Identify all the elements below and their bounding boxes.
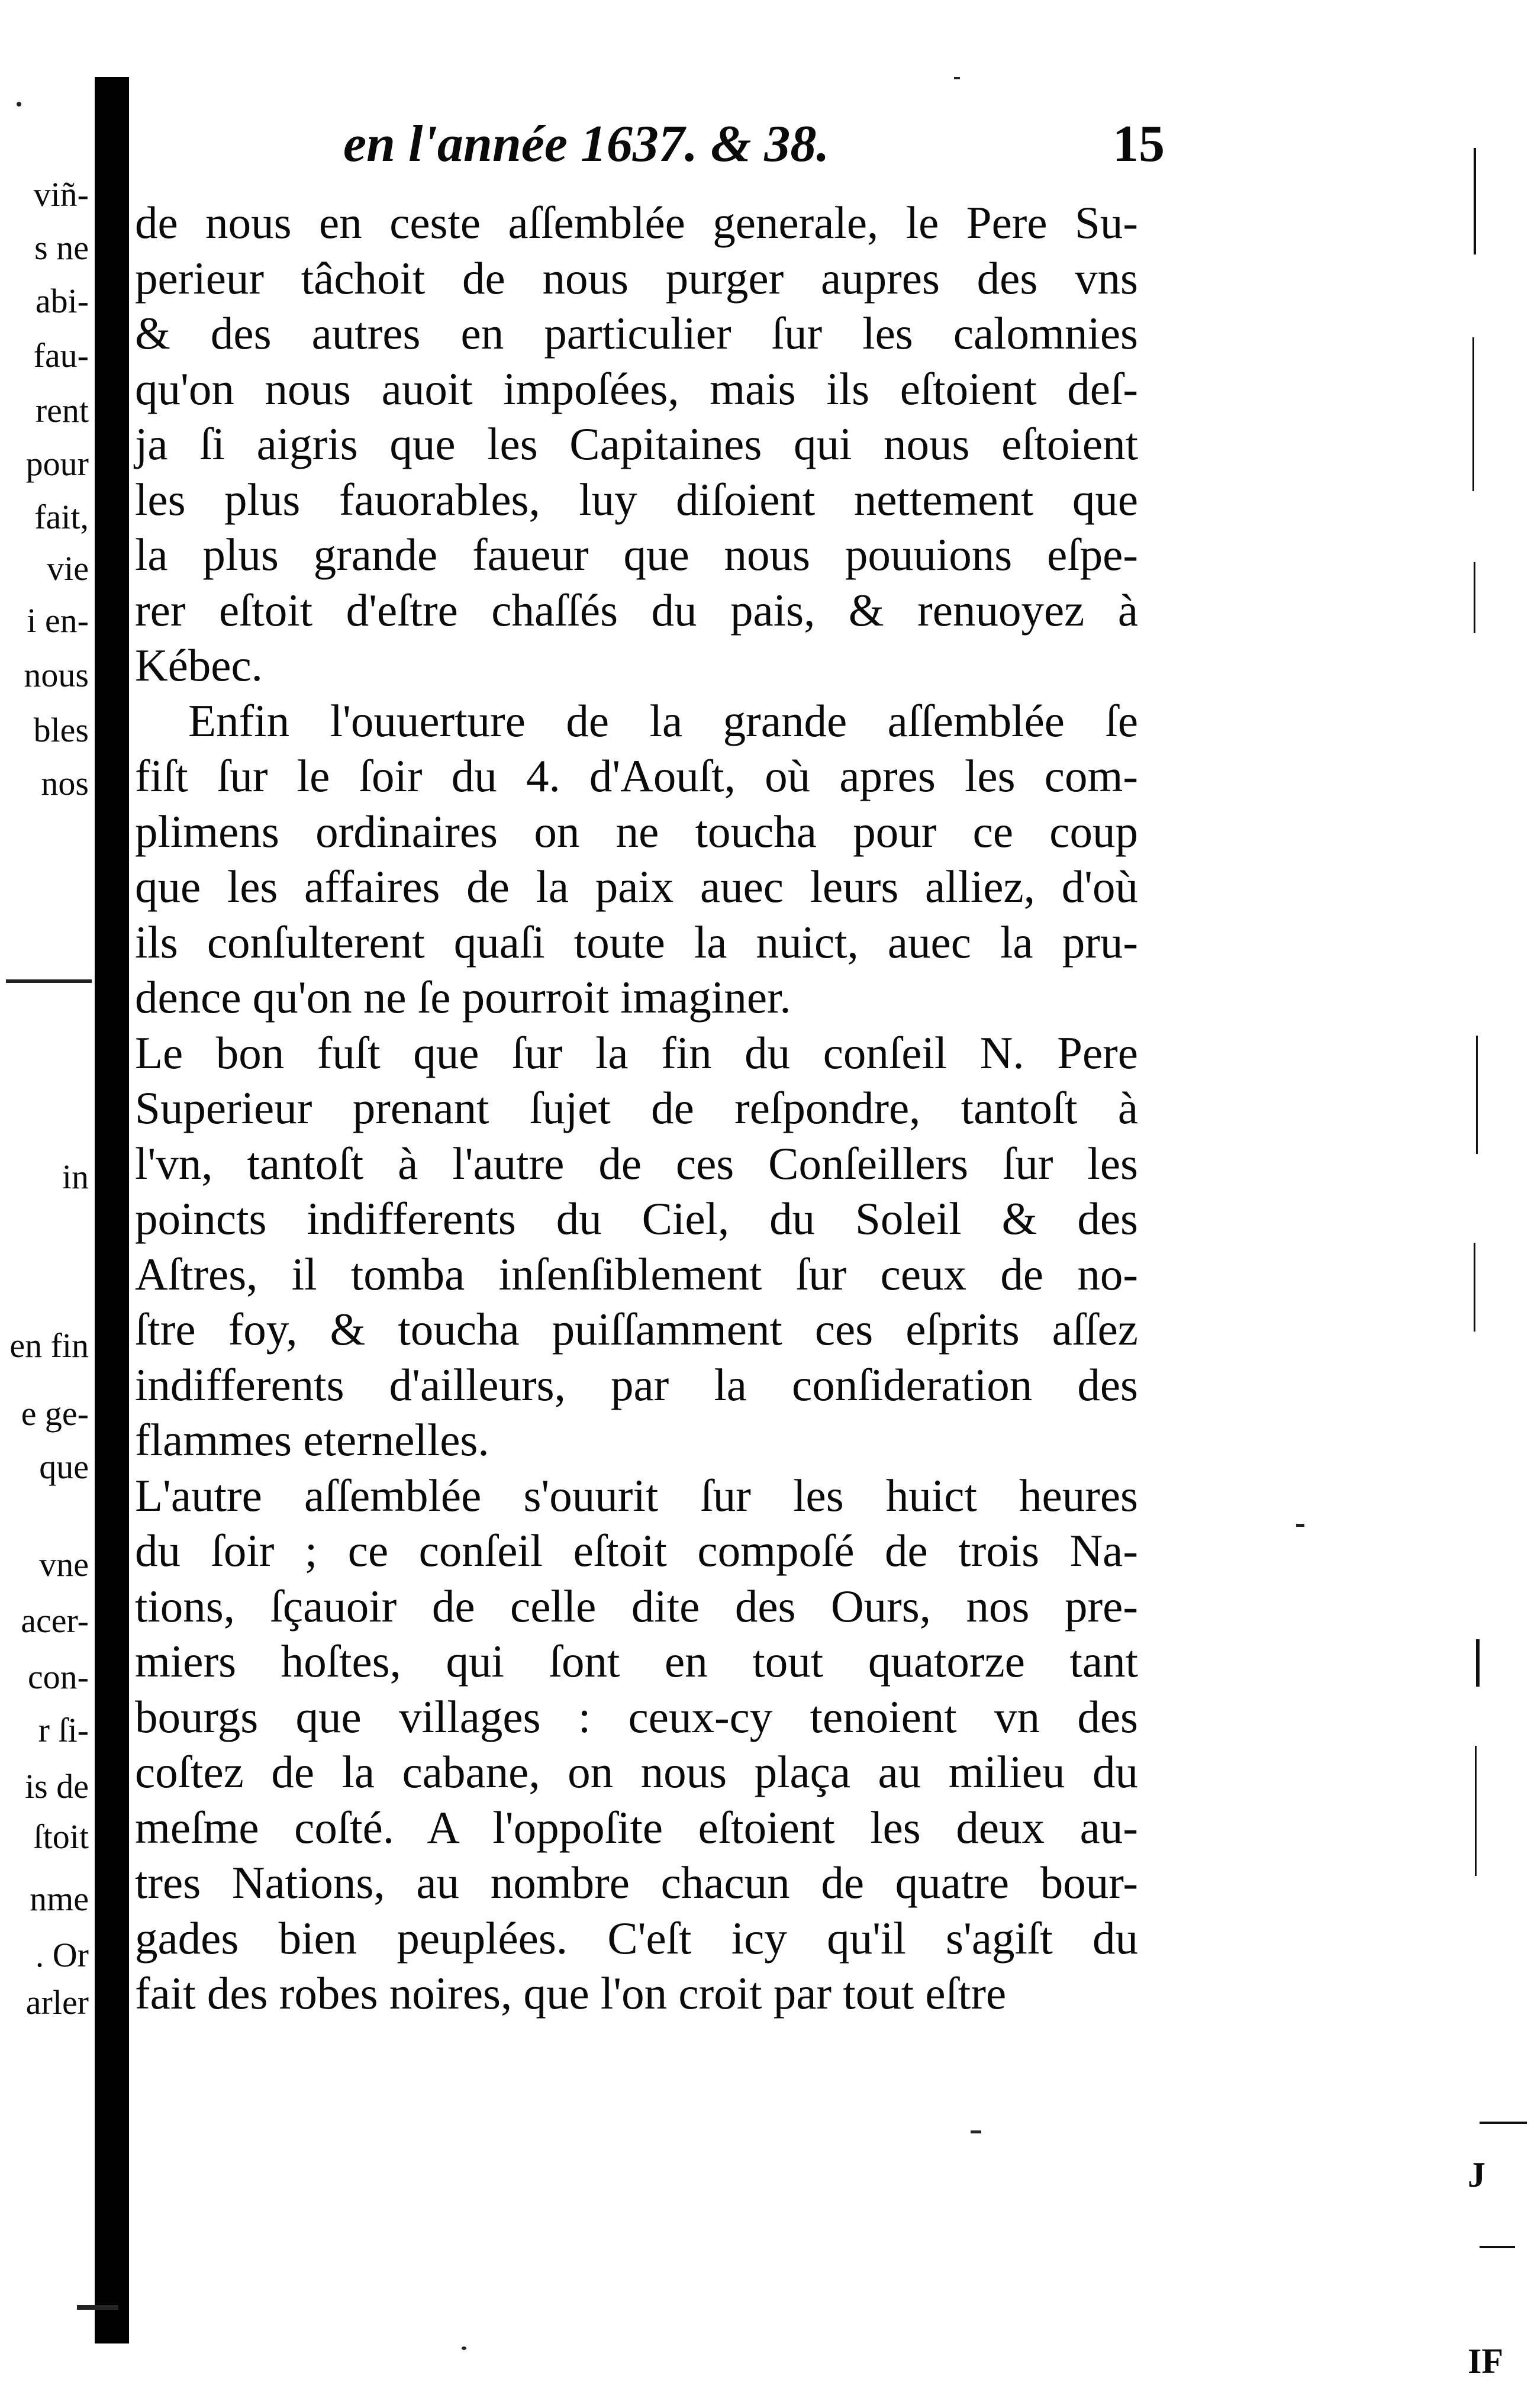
scan-speck xyxy=(1296,1524,1304,1527)
text-line: tions, ſçauoir de celle dite des Ours, nos pre- xyxy=(135,1580,1138,1632)
margin-fragment: . Or xyxy=(35,1936,89,1974)
margin-fragment: abi- xyxy=(35,282,89,320)
edge-mark xyxy=(1474,1243,1475,1332)
margin-fragment: nme xyxy=(30,1880,89,1918)
text-line: Superieur prenant ſujet de reſpondre, tantoſt à xyxy=(135,1082,1138,1133)
margin-fragment: nous xyxy=(24,656,89,694)
margin-fragment: acer- xyxy=(21,1601,89,1640)
scan-speck xyxy=(17,102,21,107)
text-line: & des autres en particulier ſur les calomnies xyxy=(135,308,1138,359)
text-line: l'vn, tantoſt à l'autre de ces Conſeillers ſur les xyxy=(135,1137,1138,1189)
margin-fragment: e ge- xyxy=(21,1394,89,1433)
page-number: 15 xyxy=(1113,115,1165,173)
text-line: poincts indifferents du Ciel, du Soleil & des xyxy=(135,1193,1138,1244)
edge-mark xyxy=(1480,2122,1527,2124)
paragraph xyxy=(135,1026,1138,1468)
text-line: Le bon fuſt que ſur la fin du conſeil N. Pere xyxy=(135,1027,1138,1078)
margin-fragment: vie xyxy=(47,549,89,588)
text-line: les plus fauorables, luy diſoient nettement que xyxy=(135,473,1138,525)
margin-fragment: is de xyxy=(25,1767,89,1806)
text-line: bourgs que villages : ceux-cy tenoient vn des xyxy=(135,1691,1138,1742)
binding-gutter xyxy=(95,77,129,2343)
text-line: fiſt ſur le ſoir du 4. d'Aouſt, où apres les com- xyxy=(135,750,1138,801)
margin-fragment: con- xyxy=(27,1658,89,1696)
text-line: dence qu'on ne ſe pourroit imaginer. xyxy=(135,972,791,1023)
margin-fragment: rent xyxy=(35,391,89,430)
margin-fragment: ſtoit xyxy=(33,1817,89,1856)
page-header xyxy=(343,115,1172,183)
margin-fragment: viñ- xyxy=(33,175,89,214)
edge-mark xyxy=(1474,148,1476,254)
text-line: Aſtres, il tomba inſenſiblement ſur ceux de no- xyxy=(135,1248,1138,1300)
margin-fragment: fau- xyxy=(33,336,89,375)
text-line: flammes eternelles. xyxy=(135,1414,489,1465)
running-title: en l'année 1637. & 38. xyxy=(343,115,830,173)
text-line: la plus grande faueur que nous pouuions eſpe- xyxy=(135,529,1138,580)
text-line: ja ſi aigris que les Capitaines qui nous eſtoient xyxy=(135,418,1138,469)
margin-fragment: r ſi- xyxy=(38,1711,89,1749)
text-line: coſtez de la cabane, on nous plaça au milieu du xyxy=(135,1746,1138,1797)
text-line: que les affaires de la paix auec leurs alliez, d'où xyxy=(135,861,1138,912)
margin-fragment: fait, xyxy=(34,498,89,536)
scan-speck xyxy=(462,2346,466,2350)
edge-mark xyxy=(1472,337,1474,491)
paragraph xyxy=(135,694,1138,1026)
edge-mark xyxy=(1476,1036,1478,1154)
paragraph xyxy=(135,1468,1138,2022)
margin-fragment: que xyxy=(39,1448,89,1486)
edge-mark xyxy=(1475,1746,1477,1876)
edge-mark xyxy=(1474,562,1475,633)
scan-speck xyxy=(6,979,92,983)
margin-fragment: in xyxy=(62,1158,89,1196)
margin-fragment: bles xyxy=(33,711,89,749)
text-line: de nous en ceste aſſemblée generale, le Pere Su- xyxy=(135,197,1138,248)
margin-fragment: en fin xyxy=(9,1326,89,1365)
margin-fragment: s ne xyxy=(34,228,89,267)
text-line: rer eſtoit d'eſtre chaſſés du pais, & renuoyez à xyxy=(135,584,1138,636)
text-line: du ſoir ; ce conſeil eſtoit compoſé de trois Na- xyxy=(135,1525,1138,1576)
paragraph xyxy=(135,195,1138,694)
edge-fragment: J xyxy=(1468,2155,1485,2194)
margin-fragment: arler xyxy=(25,1983,89,2022)
text-line: gades bien peuplées. C'eſt icy qu'il s'agiſt du xyxy=(135,1912,1138,1964)
margin-fragment: nos xyxy=(41,764,89,802)
text-line: indifferents d'ailleurs, par la conſideration des xyxy=(135,1359,1138,1410)
edge-mark xyxy=(1476,1639,1480,1687)
text-line: tres Nations, au nombre chacun de quatre bour- xyxy=(135,1857,1138,1908)
text-line: L'autre aſſemblée s'ouurit ſur les huict heures xyxy=(135,1469,1138,1521)
scan-speck xyxy=(954,77,960,79)
text-line: qu'on nous auoit impoſées, mais ils eſtoient deſ- xyxy=(135,363,1138,414)
facing-page-edge xyxy=(1456,148,1533,2397)
margin-fragment: vne xyxy=(39,1545,89,1584)
text-line: Kébec. xyxy=(135,640,263,691)
edge-mark xyxy=(1480,2246,1515,2248)
body-text xyxy=(135,195,1138,2022)
text-line: Enfin l'ouuerture de la grande aſſemblée ſe xyxy=(188,695,1138,746)
text-line: perieur tâchoit de nous purger aupres des vns xyxy=(135,252,1138,304)
text-line: fait des robes noires, que l'on croit par tout eſtre xyxy=(135,1968,1007,2019)
text-line: plimens ordinaires on ne toucha pour ce coup xyxy=(135,805,1138,857)
margin-fragment: pour xyxy=(25,444,89,483)
text-line: meſme coſté. A l'oppoſite eſtoient les deux au- xyxy=(135,1801,1138,1853)
edge-fragment: IF xyxy=(1468,2342,1503,2381)
text-line: ſtre foy, & toucha puiſſamment ces eſprits aſſez xyxy=(135,1304,1138,1355)
scan-speck xyxy=(77,2305,118,2310)
scan-speck xyxy=(971,2130,981,2133)
margin-fragment: i en- xyxy=(27,601,89,640)
text-line: ils conſulterent quaſi toute la nuict, auec la pru- xyxy=(135,916,1138,968)
text-line: miers hoſtes, qui ſont en tout quatorze tant xyxy=(135,1636,1138,1687)
